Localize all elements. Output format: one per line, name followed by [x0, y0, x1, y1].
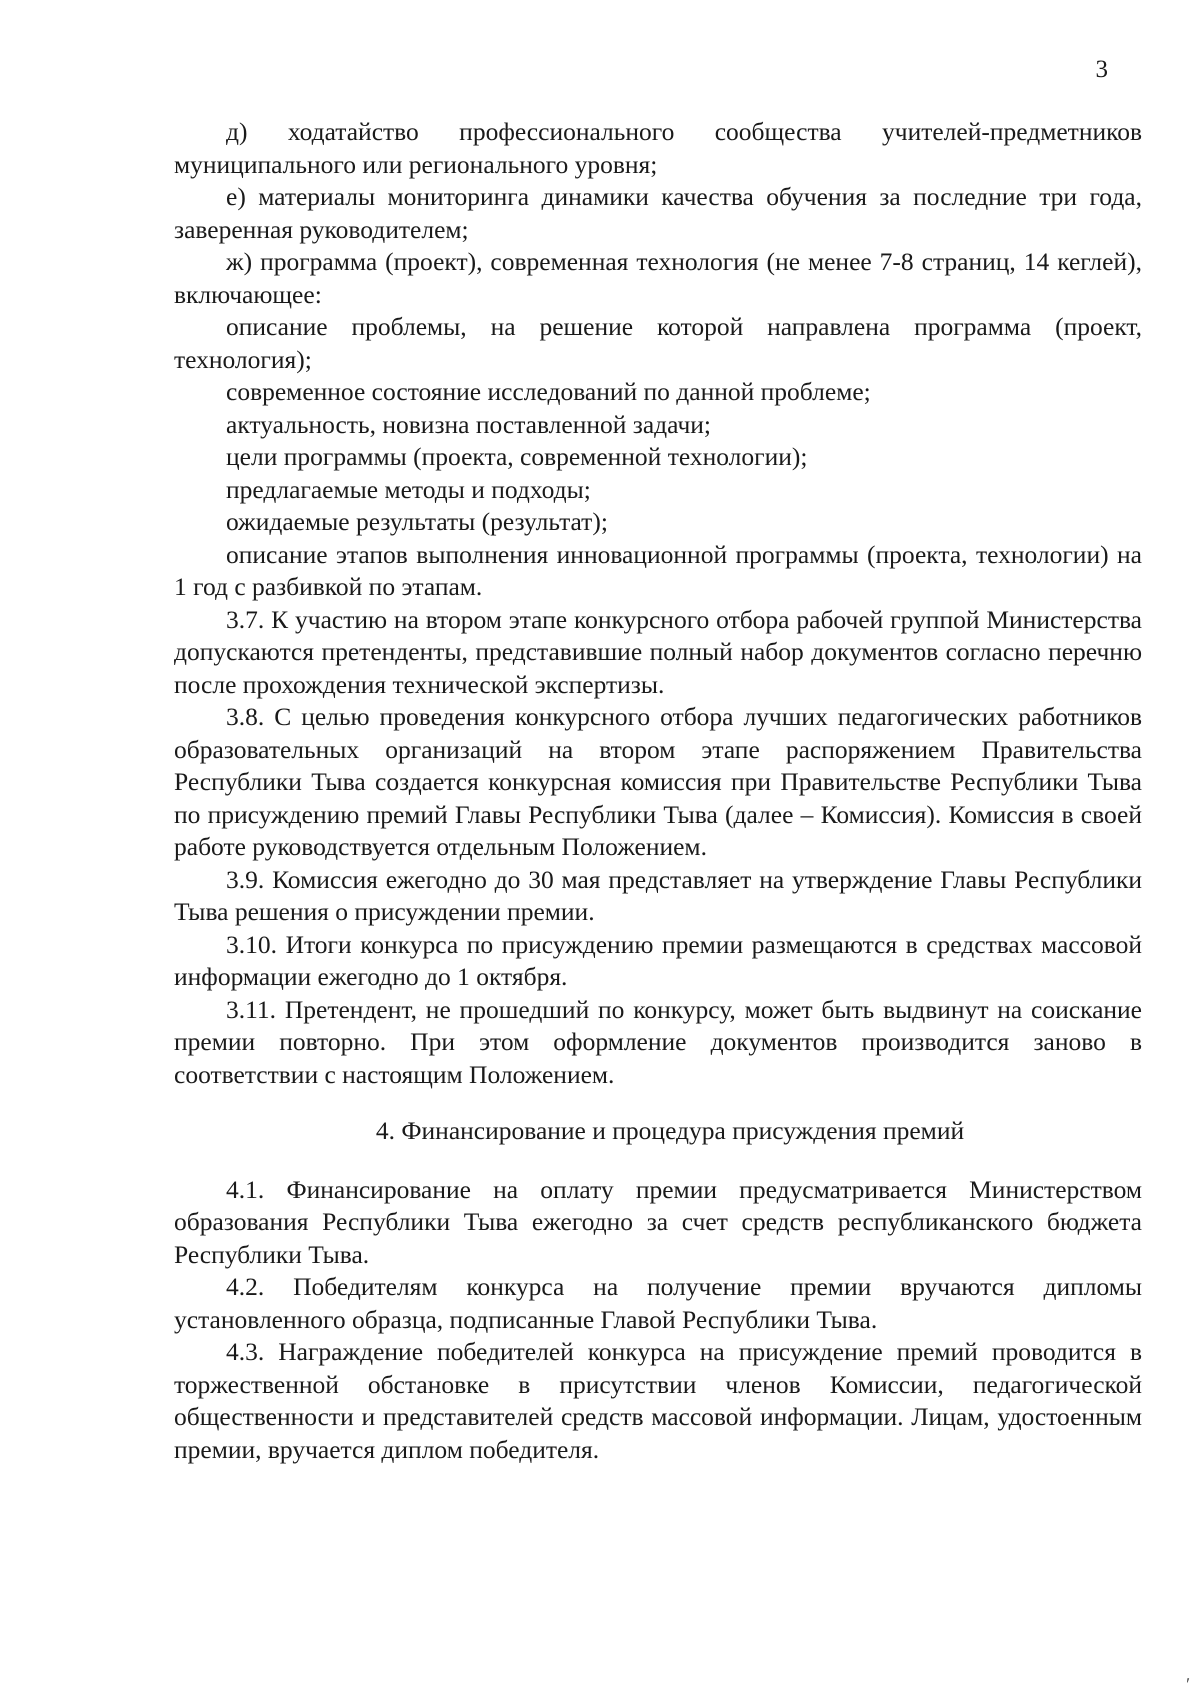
paragraph-item-d: д) ходатайство профессионального сообщества учителей-предметников муниципального или регионального уровня; — [174, 117, 1142, 179]
paragraph-3-8: 3.8. С целью проведения конкурсного отбора лучших педагогических работников образовательных организаций на втором этапе распоряжением Правительства Республики Тыва создается конкурсная комиссия при Правительстве Республики Тыва по присуждению премий Главы Республики Тыва (далее – Комиссия). Комиссия в своей работе руководствуется отдельным Положением. — [174, 702, 1142, 861]
section-heading — [174, 1115, 1142, 1148]
paragraph-expected-results: ожидаемые результаты (результат); — [226, 507, 608, 536]
paragraph-3-7: 3.7. К участию на втором этапе конкурсного отбора рабочей группой Министерства допускаются претенденты, представившие полный набор документов согласно перечню после прохождения технической экспертизы. — [174, 604, 1142, 699]
paragraph-3-9: 3.9. Комиссия ежегодно до 30 мая представляет на утверждение Главы Республики Тыва решения о присуждении премии. — [174, 864, 1142, 926]
paragraph-item-e: е) материалы мониторинга динамики качества обучения за последние три года, заверенная руководителем; — [174, 182, 1142, 244]
page-number: 3 — [1095, 56, 1108, 83]
paragraph-relevance: актуальность, новизна поставленной задачи; — [226, 409, 712, 439]
paragraph-4-2: 4.2. Победителям конкурса на получение премии вручаются дипломы установленного образца, подписанные Главой Республики Тыва. — [174, 1272, 1142, 1334]
paragraph-3-10: 3.10. Итоги конкурса по присуждению премии размещаются в средствах массовой информации ежегодно до 1 октября. — [174, 929, 1142, 991]
corner-mark: ʹ — [1186, 1674, 1190, 1694]
paragraph-methods: предлагаемые методы и подходы; — [226, 474, 591, 504]
paragraph-goals: цели программы (проекта, современной технологии); — [226, 442, 808, 471]
paragraph-item-zh: ж) программа (проект), современная технология (не менее 7-8 страниц, 14 кеглей), включающее: — [174, 247, 1142, 309]
paragraph-research-state: современное состояние исследований по данной проблеме; — [226, 377, 871, 406]
paragraph-stages: описание этапов выполнения инновационной программы (проекта, технологии) на 1 год с разбивкой по этапам. — [174, 539, 1142, 601]
paragraph-problem-description: описание проблемы, на решение которой направлена программа (проект, технология); — [174, 312, 1142, 374]
document-body — [174, 116, 1142, 1466]
paragraph-3-11: 3.11. Претендент, не прошедший по конкурсу, может быть выдвинут на соискание премии повторно. При этом оформление документов производится заново в соответствии с настоящим Положением. — [174, 994, 1142, 1089]
paragraph-4-1: 4.1. Финансирование на оплату премии предусматривается Министерством образования Республики Тыва ежегодно за счет средств республиканского бюджета Республики Тыва. — [174, 1174, 1142, 1269]
paragraph-4-3: 4.3. Награждение победителей конкурса на присуждение премий проводится в торжественной обстановке в присутствии членов Комиссии, педагогической общественности и представителей средств массовой информации. Лицам, удостоенным премии, вручается диплом победителя. — [174, 1337, 1142, 1464]
section-heading-text: 4. Финансирование и процедура присуждения премий — [375, 1116, 965, 1145]
